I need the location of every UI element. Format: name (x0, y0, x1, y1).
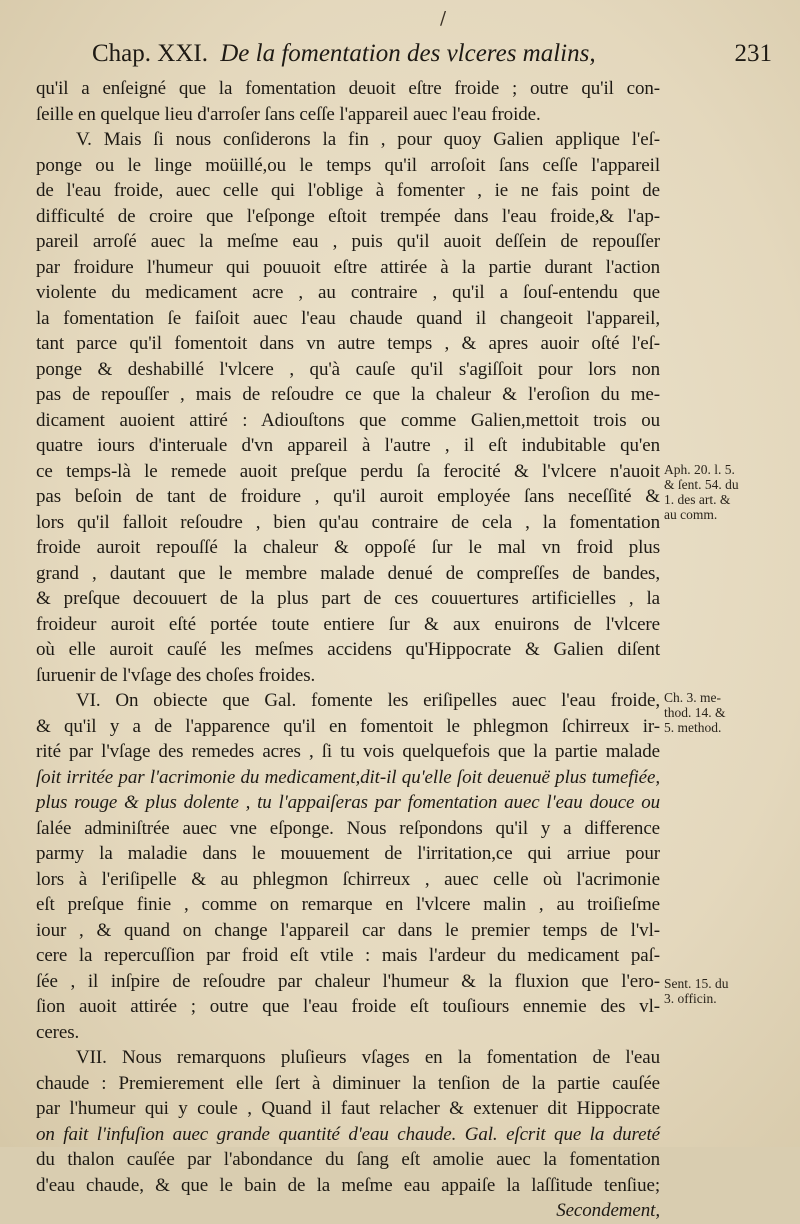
margin-note (664, 690, 726, 735)
text-line: on fait l'infuſion auec grande quantité d'eau chaude. Gal. eſcrit que la dureté (36, 1123, 660, 1145)
text-line: ponge & deshabillé l'vlcere , qu'à cauſe qu'il s'agiſſoit pour lors non (36, 358, 660, 380)
text-line: parmy la maladie dans le mouuement de l'irritation,ce qui arriue pour (36, 843, 660, 864)
text-line: du thalon cauſée par l'abondance du ſang eſt amolie auec la fomentation (36, 1149, 660, 1170)
text-line: ceres. (36, 1021, 80, 1043)
margin-note (664, 976, 729, 1006)
text-line: la fomentation ſe faiſoit auec l'eau chaude quand il changeoit l'appareil, (36, 307, 660, 329)
text-line: pas beſoin de tant de froidure , qu'il auroit employée ſans neceſſité & (36, 486, 660, 507)
text-line: ſée , il inſpire de reſoudre par chaleur l'humeur & la fluxion que l'ero- (36, 970, 660, 992)
text-line: par l'humeur qui y coule , Quand il faut relacher & extenuer dit Hippocrate (36, 1098, 660, 1119)
catchword: Secondement, (556, 1200, 660, 1221)
text-line: lors à l'eriſipelle & au phlegmon ſchirreux , auec celle où l'acrimonie (36, 868, 660, 890)
text-line: plus rouge & plus dolente , tu l'appaiſeras par fomentation auec l'eau douce ou (36, 792, 660, 813)
text-line: eſt preſque finie , comme on remarque en l'vlcere malin , au troiſieſme (36, 894, 660, 915)
margin-note (664, 462, 739, 522)
text-block (36, 76, 660, 1224)
text-line: ſoit irritée par l'acrimonie du medicament,dit-il qu'elle ſoit deuenuë plus tumefiée, (36, 766, 660, 788)
text-line: par froidure l'humeur qui pouuoit eſtre attirée à la partie durant l'action (36, 256, 660, 278)
margin-note-text: Ch. 3. me- thod. 14. & 5. method. (664, 690, 726, 735)
chapter-number: Chap. XXI. (92, 40, 208, 67)
running-title: De la fomentation des vlceres malins, (220, 40, 596, 67)
text-line: ſion auoit attirée ; outre que l'eau froide eſt touſiours ennemie des vl- (36, 996, 660, 1017)
text-line: pareil arroſé auec la meſme eau , puis qu'il auoit deſſein de repouſſer (36, 231, 660, 252)
text-line: difficulté de croire que l'eſponge eſtoit trempée dans l'eau froide,& l'ap- (36, 205, 660, 227)
margin-note-text: Sent. 15. du 3. officin. (664, 976, 729, 1006)
text-line: froide auroit repouſſé la chaleur & oppoſé ſur le mal vn froid plus (36, 537, 660, 558)
text-line: tant parce qu'il fomentoit dans vn autre temps , & apres auoir oſté l'eſ- (36, 333, 660, 354)
text-line: pas de repouſſer , mais de reſoudre ce que la chaleur & l'eroſion du me- (36, 384, 660, 405)
text-line: ce temps-là le remede auoit preſque perdu ſa ferocité & l'vlcere n'auoit (36, 460, 660, 482)
text-line: & preſque decouuert de la plus part de ces couuertures artificielles , la (36, 588, 660, 609)
text-line: ſalée adminiſtrée auec vne eſponge. Nous reſpondons qu'il y a difference (36, 817, 660, 839)
text-line: iour , & quand on change l'appareil car dans le premier temps de l'vl- (36, 919, 660, 941)
text-line: d'eau chaude, & que le bain de la meſme eau appaiſe la laſſitude tenſiue; (36, 1174, 660, 1196)
text-line: chaude : Premierement elle ſert à diminuer la tenſion de la partie cauſée (36, 1072, 660, 1094)
text-line: & qu'il y a de l'apparence qu'il en fomentoit le phlegmon ſchirreux ir- (36, 715, 660, 737)
text-line: rité par l'vſage des remedes acres , ſi tu vois quelquefois que la partie malade (36, 741, 660, 762)
page-number: 231 (734, 40, 772, 67)
text-line: VII. Nous remarquons pluſieurs vſages en la fomentation de l'eau (76, 1047, 660, 1068)
text-line: V. Mais ſi nous conſiderons la fin , pour quoy Galien applique l'eſ- (76, 129, 660, 150)
margin-note-text: Aph. 20. l. 5. & ſent. 54. du 1. des art. & au comm. (664, 462, 739, 522)
text-line: lors qu'il falloit reſoudre , bien qu'au contraire de cela , la fomentation (36, 511, 660, 533)
signature-mark: / (440, 8, 447, 29)
text-line: VI. On obiecte que Gal. fomente les eriſipelles auec l'eau froide, (76, 690, 660, 711)
text-line: qu'il a enſeigné que la fomentation deuoit eſtre froide ; outre qu'il con- (36, 78, 660, 99)
text-line: ſuruenir de l'vſage des choſes froides. (36, 664, 316, 686)
text-line: cere la repercuſſion par froid eſt vtile : mais l'ardeur du medicament paſ- (36, 945, 660, 966)
text-line: ſeille en quelque lieu d'arroſer ſans ceſſe l'appareil auec l'eau froide. (36, 103, 541, 125)
text-line: de l'eau froide, auec celle qui l'oblige à fomenter , ie ne fais point de (36, 180, 660, 201)
text-line: ponge ou le linge moüillé,ou le temps qu'il arroſoit ſans ceſſe l'appareil (36, 154, 660, 176)
text-line: froideur auroit eſté portée toute entiere ſur & aux enuirons de l'vlcere (36, 613, 660, 635)
text-line: quatre iours d'interuale d'vn appareil à l'autre , il eſt indubitable qu'en (36, 435, 660, 456)
text-line: violente du medicament acre , au contraire , qu'il a ſouſ-entendu que (36, 282, 660, 303)
running-header (92, 40, 772, 68)
text-line: grand , dautant que le membre malade denué de compreſſes de bandes, (36, 562, 660, 584)
text-line: où elle auroit cauſé les meſmes accidens qu'Hippocrate & Galien diſent (36, 639, 660, 660)
text-line: dicament auoient attiré : Adiouſtons que comme Galien,mettoit trois ou (36, 409, 660, 431)
